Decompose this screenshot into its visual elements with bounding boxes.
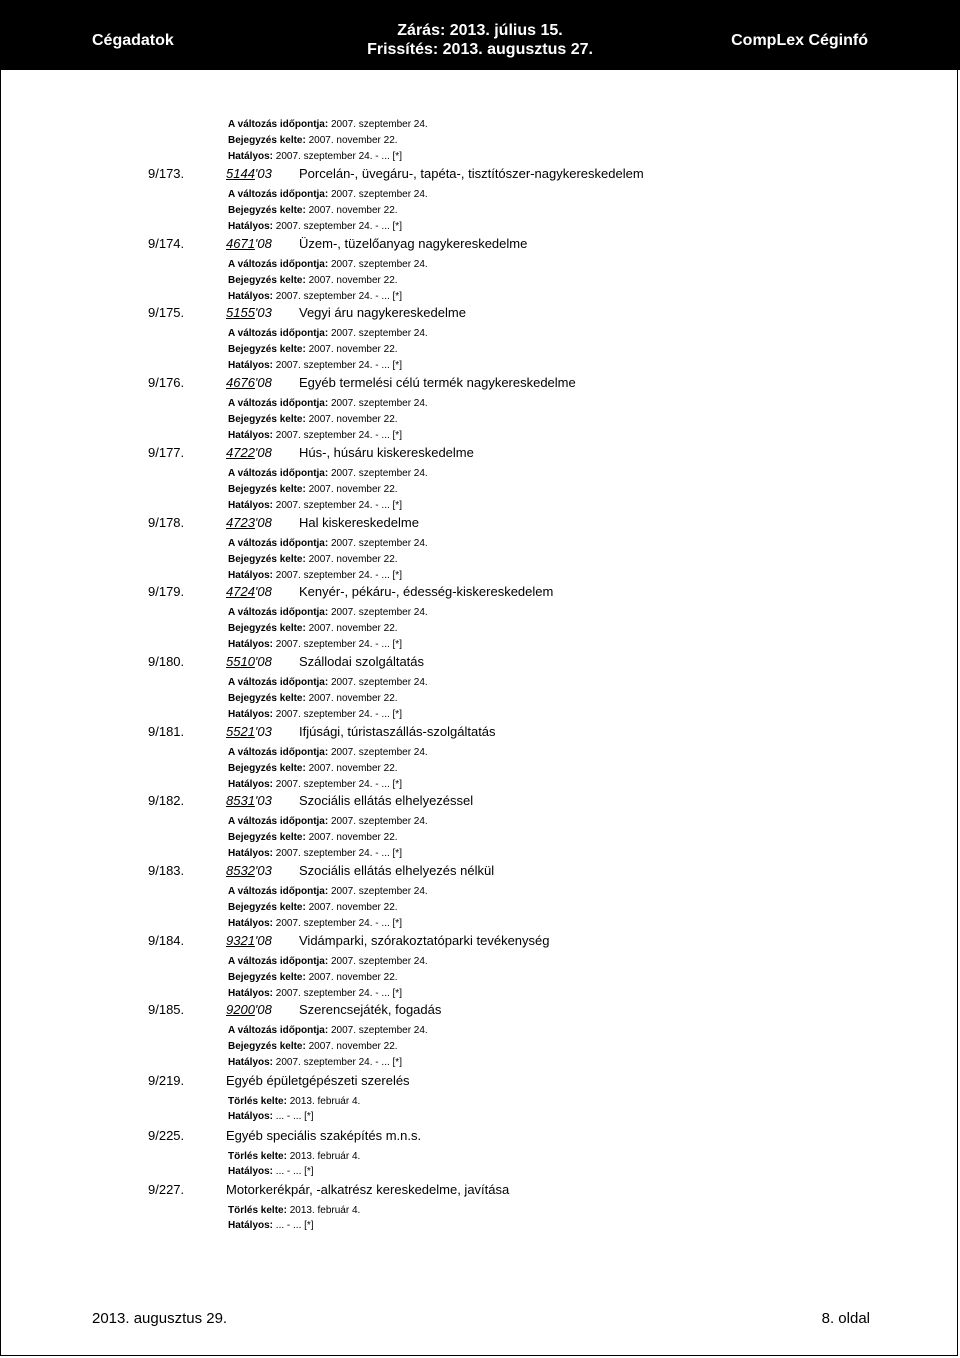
entry-date-label: Bejegyzés kelte: [228,902,306,913]
entry-date-value: 2007. november 22. [308,832,398,843]
valid [228,779,402,791]
change-date-label: A változás időpontja: [228,259,329,270]
activity-description: Üzem-, tüzelőanyag nagykereskedelme [299,236,528,251]
closing-date: Zárás: 2013. július 15. [397,22,563,39]
valid-label: Hatályos: [228,918,274,929]
change-date-value: 2007. szeptember 24. [330,538,428,549]
change-date-value: 2007. szeptember 24. [330,259,428,270]
activity-code-year: '03 [254,724,272,739]
activity-description: Szociális ellátás elhelyezés nélkül [299,863,495,878]
activity-number: 9/179. [148,584,185,599]
activity-code-year: '08 [254,236,272,251]
valid [228,1057,402,1069]
activity-number: 9/175. [148,305,185,320]
valid [228,221,402,233]
valid-label: Hatályos: [228,430,274,441]
activity-description: Ifjúsági, túristaszállás-szolgáltatás [299,724,496,739]
activity-number: 9/173. [148,166,185,181]
entry-date [228,763,398,775]
entry-date-label: Bejegyzés kelte: [228,1041,306,1052]
change-date-label: A változás időpontja: [228,468,329,479]
valid [228,639,402,651]
change-date-label: A változás időpontja: [228,328,329,339]
activity-description: Szerencsejáték, fogadás [299,1002,442,1017]
valid-value: 2007. szeptember 24. - ... [*] [275,291,402,302]
change-date-value: 2007. szeptember 24. [330,328,428,339]
entry-date-label: Bejegyzés kelte: [228,763,306,774]
valid-label: Hatályos: [228,639,274,650]
activity-code-link[interactable]: 5155 [226,305,255,320]
valid-label: Hatályos: [228,500,274,511]
valid-value: 2007. szeptember 24. - ... [*] [275,639,402,650]
valid [228,1166,314,1178]
activity-code-year: '03 [254,305,272,320]
activity-code-year: '08 [254,445,272,460]
activity-code-link[interactable]: 4723 [226,515,255,530]
valid-value: 2007. szeptember 24. - ... [*] [275,500,402,511]
valid-label: Hatályos: [228,1111,274,1122]
entry-date-label: Bejegyzés kelte: [228,344,306,355]
page-header [0,0,960,70]
valid-label: Hatályos: [228,848,274,859]
activity-number: 9/182. [148,793,185,808]
activity-code [226,1002,272,1018]
valid-value: 2007. szeptember 24. - ... [*] [275,1057,402,1068]
activity-code [226,375,272,391]
activity-code [226,305,272,321]
activity-code-link[interactable]: 4671 [226,236,255,251]
entry-date [228,832,398,844]
activity-code-year: '08 [254,584,272,599]
activity-code [226,793,272,809]
activity-code [226,445,272,461]
change-date-label: A változás időpontja: [228,956,329,967]
activity-number: 9/183. [148,863,185,878]
deletion-date [228,1151,360,1163]
activity-description: Egyéb épületgépészeti szerelés [226,1073,410,1088]
change-date-label: A változás időpontja: [228,816,329,827]
activity-code [226,236,272,252]
change-date-label: A változás időpontja: [228,1025,329,1036]
activity-description: Vegyi áru nagykereskedelme [299,305,466,320]
activity-description: Porcelán-, üvegáru-, tapéta-, tisztítószer-nagykereskedelem [299,166,644,181]
entry-date-label: Bejegyzés kelte: [228,275,306,286]
change-date-label: A változás időpontja: [228,886,329,897]
activity-code-year: '08 [254,515,272,530]
activity-description: Szociális ellátás elhelyezéssel [299,793,474,808]
change-date [228,816,428,828]
activity-description: Egyéb speciális szaképítés m.n.s. [226,1128,422,1143]
entry-date [228,902,398,914]
change-date-value: 2007. szeptember 24. [330,747,428,758]
activity-code-link[interactable]: 4722 [226,445,255,460]
change-date [228,328,428,340]
entry-date [228,554,398,566]
change-date-value: 2007. szeptember 24. [330,886,428,897]
entry-date-label: Bejegyzés kelte: [228,135,306,146]
entry-date-value: 2007. november 22. [308,972,398,983]
header-right-title: CompLex Céginfó [731,32,868,49]
activity-code [226,724,272,740]
valid [228,291,402,303]
valid [228,500,402,512]
activity-code [226,863,272,879]
activity-code-link[interactable]: 5510 [226,654,255,669]
entry-date-label: Bejegyzés kelte: [228,554,306,565]
entry-date-label: Bejegyzés kelte: [228,972,306,983]
activity-code-year: '03 [254,166,272,181]
activity-code-year: '03 [254,793,272,808]
change-date [228,189,428,201]
valid [228,848,402,860]
change-date [228,607,428,619]
change-date-label: A változás időpontja: [228,677,329,688]
top-valid: Hatályos: 2007. szeptember 24. - ... [*] [228,151,402,162]
entry-date-value: 2007. november 22. [308,1041,398,1052]
valid-label: Hatályos: [228,988,274,999]
change-date [228,886,428,898]
valid-label: Hatályos: [228,291,274,302]
entry-date-label: Bejegyzés kelte: [228,623,306,634]
activity-code-link[interactable]: 4724 [226,584,255,599]
change-date-value: 2007. szeptember 24. [330,398,428,409]
deletion-date-label: Törlés kelte: [228,1096,287,1107]
valid [228,1111,314,1123]
valid-value: ... - ... [*] [275,1166,314,1177]
entry-date [228,623,398,635]
activity-code [226,933,272,949]
valid-label: Hatályos: [228,221,274,232]
activity-code-year: '08 [254,654,272,669]
change-date-label: A változás időpontja: [228,607,329,618]
valid [228,988,402,1000]
activity-number: 9/185. [148,1002,185,1017]
activity-code-link[interactable]: 9200 [226,1002,255,1017]
change-date-value: 2007. szeptember 24. [330,189,428,200]
valid-label: Hatályos: [228,1220,274,1231]
activity-code-year: '08 [254,375,272,390]
change-date-value: 2007. szeptember 24. [330,677,428,688]
valid-label: Hatályos: [228,360,274,371]
activity-number: 9/174. [148,236,185,251]
valid-label: Hatályos: [228,570,274,581]
change-date [228,398,428,410]
entry-date-value: 2007. november 22. [308,902,398,913]
valid-value: 2007. szeptember 24. - ... [*] [275,430,402,441]
valid-value: ... - ... [*] [275,1220,314,1231]
entry-date-label: Bejegyzés kelte: [228,205,306,216]
activity-code-year: '08 [254,1002,272,1017]
entry-date-label: Bejegyzés kelte: [228,693,306,704]
activity-description: Hús-, húsáru kiskereskedelme [299,445,474,460]
activity-description: Egyéb termelési célú termék nagykereskedelme [299,375,576,390]
valid-value: 2007. szeptember 24. - ... [*] [275,709,402,720]
valid-value: 2007. szeptember 24. - ... [*] [275,570,402,581]
valid-value: 2007. szeptember 24. - ... [*] [275,779,402,790]
activity-code-year: '03 [254,863,272,878]
entry-date [228,693,398,705]
change-date-value: 2007. szeptember 24. [330,1025,428,1036]
activity-code [226,515,272,531]
deletion-date-value: 2013. február 4. [289,1096,361,1107]
valid [228,709,402,721]
valid [228,430,402,442]
entry-date-label: Bejegyzés kelte: [228,832,306,843]
activity-number: 9/176. [148,375,185,390]
activity-code [226,584,272,600]
activity-code-link[interactable]: 5144 [226,166,255,181]
activity-description: Vidámparki, szórakoztatóparki tevékenység [299,933,550,948]
change-date-value: 2007. szeptember 24. [330,468,428,479]
entry-date-value: 2007. november 22. [308,414,398,425]
activity-number: 9/177. [148,445,185,460]
activity-description: Motorkerékpár, -alkatrész kereskedelme, javítása [226,1182,510,1197]
entry-date-value: 2007. november 22. [308,763,398,774]
deletion-date-value: 2013. február 4. [289,1205,361,1216]
activity-code-link[interactable]: 9321 [226,933,255,948]
top-entry-date: Bejegyzés kelte: 2007. november 22. [228,135,398,146]
change-date-label: A változás időpontja: [228,189,329,200]
entry-date [228,205,398,217]
change-date [228,677,428,689]
activity-description: Kenyér-, pékáru-, édesség-kiskereskedelem [299,584,554,599]
activity-code-year: '08 [254,933,272,948]
deletion-date-label: Törlés kelte: [228,1205,287,1216]
change-date-value: 2007. szeptember 24. [330,956,428,967]
entry-date [228,344,398,356]
valid-value: 2007. szeptember 24. - ... [*] [275,918,402,929]
change-date-label: A változás időpontja: [228,398,329,409]
activity-number: 9/225. [148,1128,185,1143]
valid-label: Hatályos: [228,1166,274,1177]
activity-code [226,654,272,670]
entry-date [228,972,398,984]
footer-page-number: 8. oldal [821,1310,870,1327]
top-change-date: A változás időpontja: 2007. szeptember 24. [228,119,428,130]
footer-date: 2013. augusztus 29. [92,1310,228,1327]
activity-description: Hal kiskereskedelme [299,515,419,530]
entry-date-value: 2007. november 22. [308,205,398,216]
deletion-date [228,1205,360,1217]
entry-date-label: Bejegyzés kelte: [228,484,306,495]
valid-value: 2007. szeptember 24. - ... [*] [275,221,402,232]
activity-number: 9/184. [148,933,185,948]
entry-date [228,1041,398,1053]
change-date-label: A változás időpontja: [228,119,329,130]
change-date [228,747,428,759]
deletion-date-value: 2013. február 4. [289,1151,361,1162]
change-date [228,259,428,271]
change-date [228,1025,428,1037]
entry-date-value: 2007. november 22. [308,554,398,565]
valid-value: ... - ... [*] [275,1111,314,1122]
activity-code-link[interactable]: 4676 [226,375,255,390]
valid-label: Hatályos: [228,1057,274,1068]
valid-label: Hatályos: [228,709,274,720]
valid-value: 2007. szeptember 24. - ... [*] [275,360,402,371]
activity-number: 9/219. [148,1073,185,1088]
entry-date [228,414,398,426]
entry-date [228,275,398,287]
change-date-value: 2007. szeptember 24. [330,607,428,618]
change-date [228,468,428,480]
activity-number: 9/227. [148,1182,185,1197]
change-date-label: A változás időpontja: [228,747,329,758]
entry-date-value: 2007. november 22. [308,623,398,634]
entry-date-value: 2007. november 22. [308,275,398,286]
valid-value: 2007. szeptember 24. - ... [*] [275,848,402,859]
header-left-title: Cégadatok [92,32,174,49]
entry-date-value: 2007. november 22. [308,344,398,355]
activity-number: 9/178. [148,515,185,530]
activity-number: 9/181. [148,724,185,739]
valid-value: 2007. szeptember 24. - ... [*] [275,988,402,999]
valid [228,1220,314,1232]
valid [228,360,402,372]
activity-code [226,166,272,182]
valid [228,918,402,930]
entry-date-value: 2007. november 22. [308,484,398,495]
change-date [228,538,428,550]
valid [228,570,402,582]
valid-label: Hatályos: [228,779,274,790]
refresh-date: Frissítés: 2013. augusztus 27. [367,41,593,58]
entry-date [228,484,398,496]
activity-code-link[interactable]: 8532 [226,863,255,878]
deletion-date-label: Törlés kelte: [228,1151,287,1162]
activity-code-link[interactable]: 5521 [226,724,255,739]
activity-number: 9/180. [148,654,185,669]
entry-date-label: Bejegyzés kelte: [228,414,306,425]
entry-date-value: 2007. november 22. [308,693,398,704]
activity-code-link[interactable]: 8531 [226,793,255,808]
change-date [228,956,428,968]
valid-label: Hatályos: [228,151,274,162]
change-date-label: A változás időpontja: [228,538,329,549]
deletion-date [228,1096,360,1108]
activity-description: Szállodai szolgáltatás [299,654,425,669]
change-date-value: 2007. szeptember 24. [330,816,428,827]
